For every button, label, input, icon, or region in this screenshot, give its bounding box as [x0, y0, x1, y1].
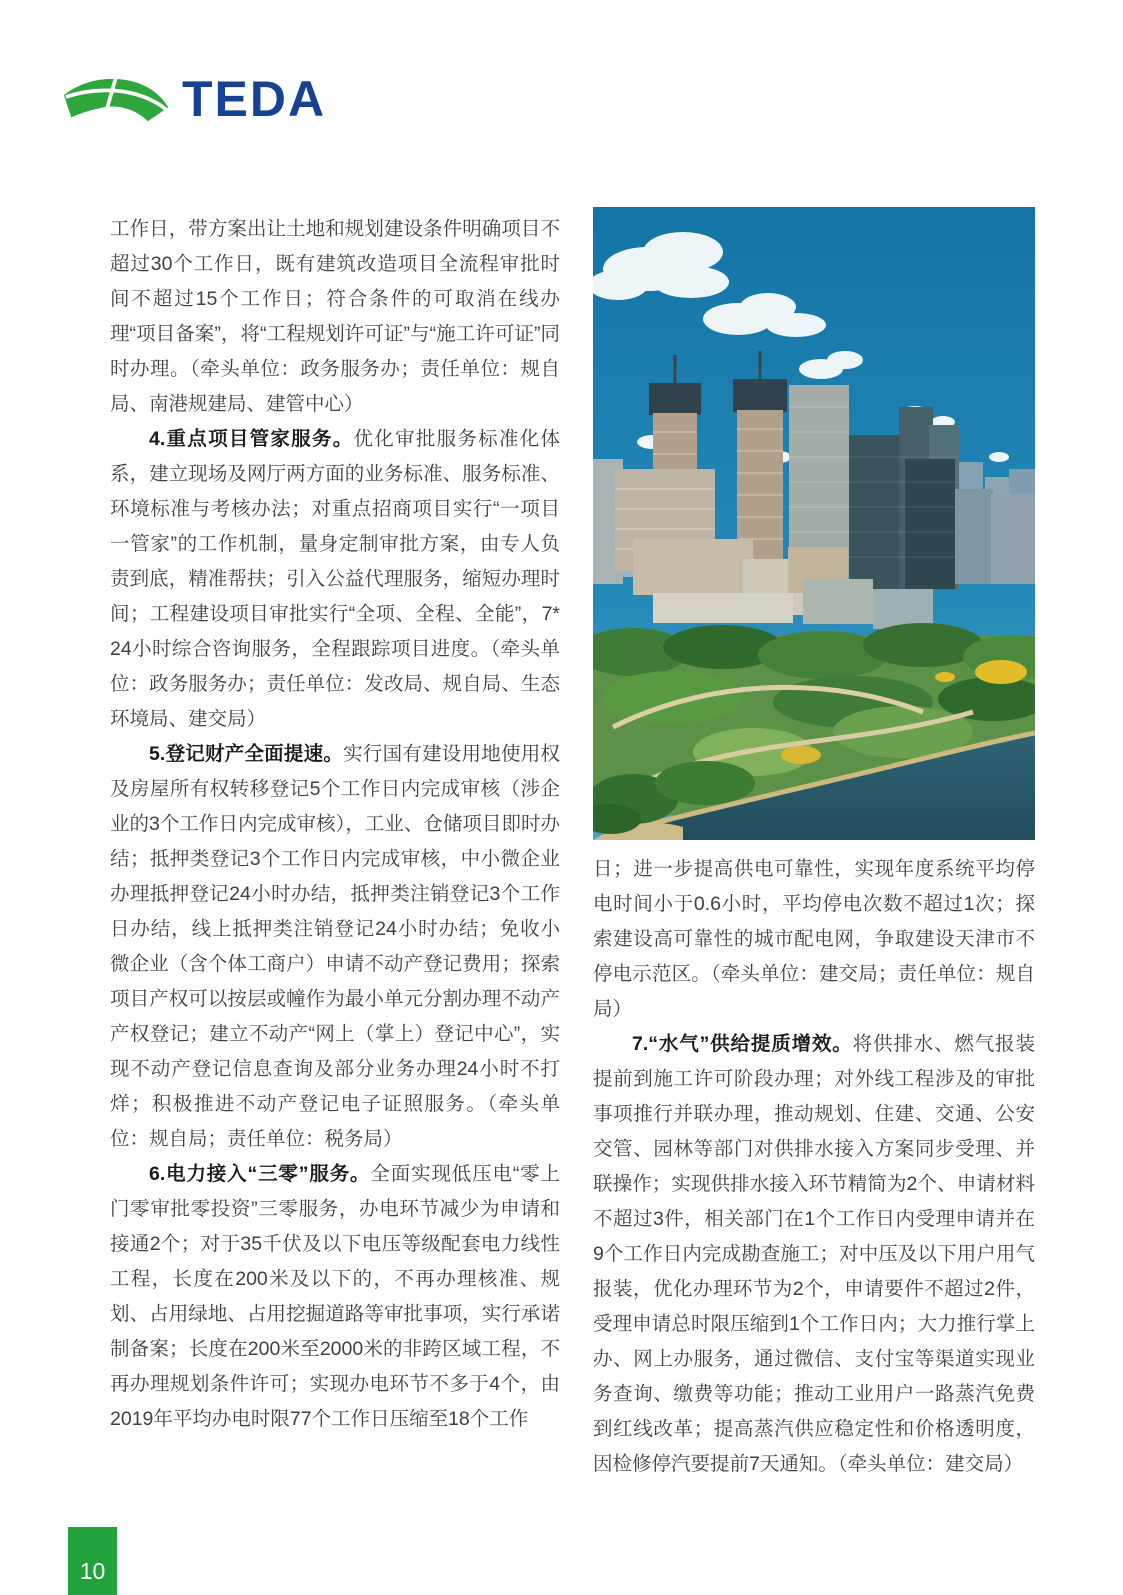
- paragraph: [110, 422, 560, 737]
- paragraph-text: 工作日，带方案出让土地和规划建设条件明确项目不超过30个工作日，既有建筑改造项目全流程审批时间不超过15个工作日；符合条件的可取消在线办理“项目备案”，将“工程规划许可证”与“施工许可证”同时办理。（牵头单位：政务服务办；责任单位：规自局、南港规建局、建管中心）: [110, 218, 560, 415]
- paragraph-lead: 4.重点项目管家服务。: [149, 428, 354, 450]
- paragraph-text: 全面实现低压电“零上门零审批零投资”三零服务，办电环节减少为申请和接通2个；对于35千伏及以下电压等级配套电力线性工程，长度在200米及以下的，不再办理核准、规划、占用绿地、占用挖掘道路等审批事项，实行承诺制备案；长度在200米至2000米的非跨区域工程，不再办理规划条件许可；实现办电环节不多于4个，由2019年平均办电时限77个工作日压缩至18个工作: [110, 1163, 561, 1430]
- paragraph-lead: 6.电力接入“三零”服务。: [149, 1163, 371, 1185]
- paragraph: [593, 1027, 1035, 1482]
- paragraph-lead: 7.“水气”供给提质增效。: [632, 1033, 853, 1055]
- page-number-badge: [68, 1527, 117, 1595]
- paragraph-text: 实行国有建设用地使用权及房屋所有权转移登记5个工作日内完成审核（涉企业的3个工作日内完成审核），工业、仓储项目即时办结；抵押类登记3个工作日内完成审核，中小微企业办理抵押登记24小时办结，抵押类注销登记3个工作日办结，线上抵押类注销登记24小时办结；免收小微企业（含个体工商户）申请不动产登记费用；探索项目产权可以按层或幢作为最小单元分割办理不动产产权登记；建立不动产“网上（掌上）登记中心”，实现不动产登记信息查询及部分业务办理24小时不打烊；积极推进不动产登记电子证照服务。（牵头单位：规自局；责任单位：税务局）: [110, 743, 560, 1150]
- paragraph-text: 日；进一步提高供电可靠性，实现年度系统平均停电时间小于0.6小时，平均停电次数不超过1次；探索建设高可靠性的城市配电网，争取建设天津市不停电示范区。（牵头单位：建交局；责任单位：规自局）: [593, 858, 1035, 1020]
- paragraph: [110, 212, 560, 422]
- teda-logo-mark-icon: [62, 72, 174, 122]
- paragraph-lead: 5.登记财产全面提速。: [149, 743, 344, 765]
- paragraph: [110, 737, 560, 1157]
- right-column-text: [593, 852, 1035, 1482]
- paragraph-text: 优化审批服务标准化体系，建立现场及网厅两方面的业务标准、服务标准、环境标准与考核办法；对重点招商项目实行“一项目一管家”的工作机制，量身定制审批方案，由专人负责到底，精准帮扶；引入公益代理服务，缩短办理时间；工程建设项目审批实行“全项、全程、全能”，7*24小时综合咨询服务，全程跟踪项目进度。（牵头单位：政务服务办；责任单位：发改局、规自局、生态环境局、建交局）: [110, 428, 560, 730]
- paragraph: [110, 1157, 560, 1437]
- paragraph-text: 将供排水、燃气报装提前到施工许可阶段办理；对外线工程涉及的审批事项推行并联办理，推动规划、住建、交通、公安交管、园林等部门对供排水接入方案同步受理、并联操作；实现供排水接入环节精简为2个、申请材料不超过3件，相关部门在1个工作日内受理申请并在9个工作日内完成勘查施工；对中压及以下用户用气报装，优化办理环节为2个，申请要件不超过2件，受理申请总时限压缩到1个工作日内；大力推行掌上办、网上办服务，通过微信、支付宝等渠道实现业务查询、缴费等功能；推动工业用户一路蒸汽免费到红线改革；提高蒸汽供应稳定性和价格透明度，因检修停汽要提前7天通知。（牵头单位：建交局）: [593, 1033, 1035, 1475]
- paragraph: [593, 852, 1035, 1027]
- teda-logo: [62, 70, 327, 127]
- teda-logo-text: TEDA: [182, 71, 327, 127]
- left-column-text: [110, 212, 560, 1437]
- city-skyline-photo: [593, 207, 1035, 840]
- page-number: 10: [79, 1558, 106, 1584]
